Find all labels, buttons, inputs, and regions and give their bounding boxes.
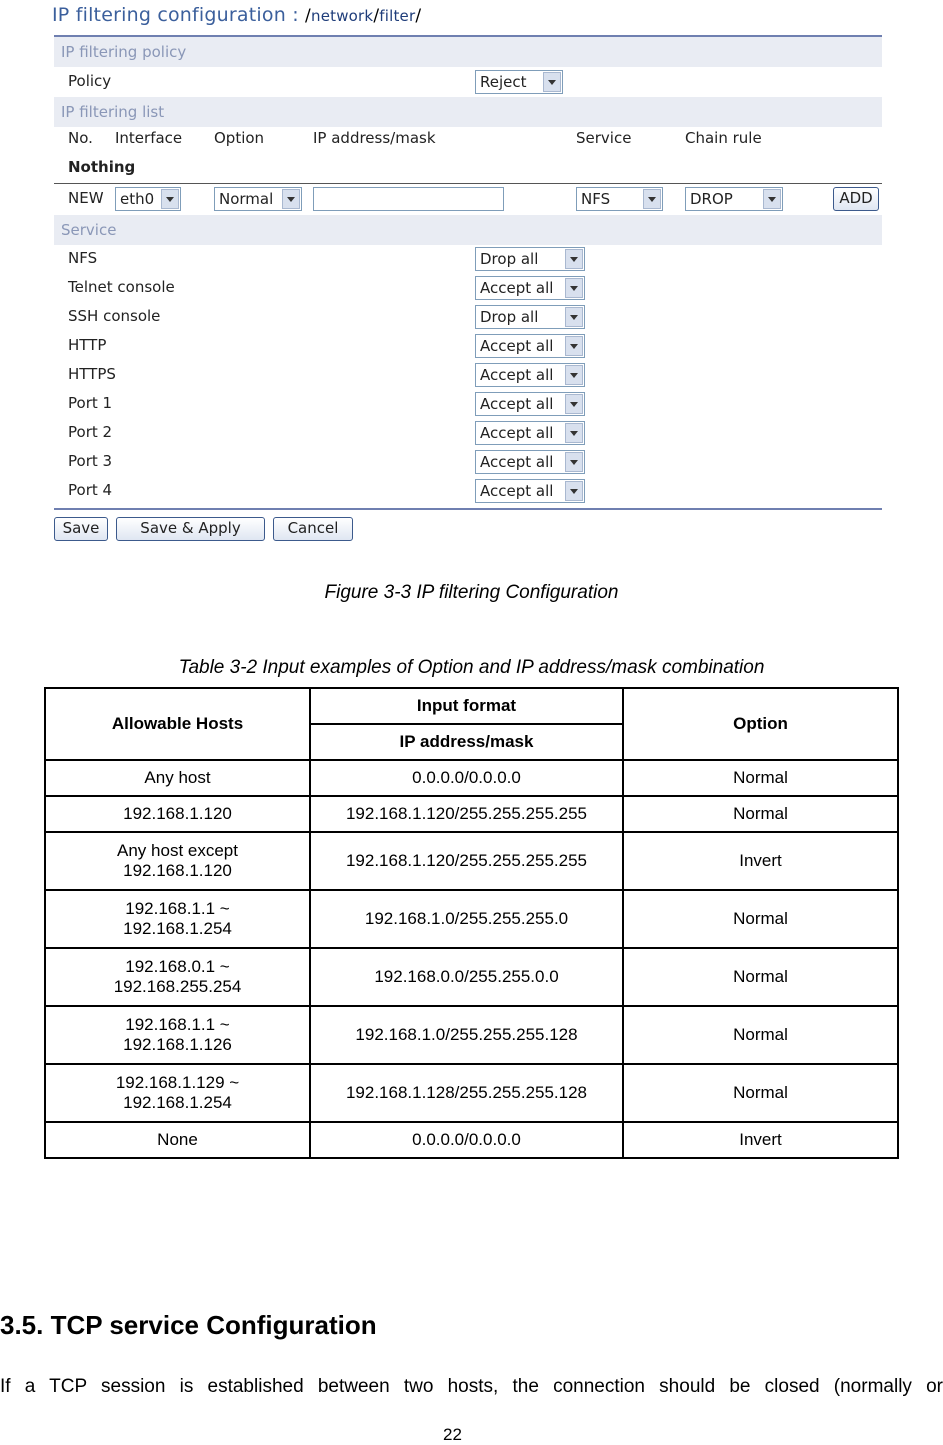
service-https-select[interactable]: Accept all: [475, 363, 585, 387]
table-row: [45, 1122, 898, 1158]
cell-ip: 192.168.1.0/255.255.255.0: [310, 890, 623, 948]
cell-ip: 192.168.1.120/255.255.255.255: [310, 796, 623, 832]
divider: [54, 183, 882, 184]
chevron-down-icon: [543, 72, 561, 92]
service-select[interactable]: NFS: [576, 187, 663, 211]
cell-hosts: 192.168.1.129 ~ 192.168.1.254: [45, 1064, 310, 1122]
chevron-down-icon: [565, 452, 583, 472]
table-row: [45, 832, 898, 890]
screenshot-panel: [48, 0, 888, 556]
service-section-header: Service: [54, 215, 882, 245]
chevron-down-icon: [763, 189, 781, 209]
service-port1-select[interactable]: Accept all: [475, 392, 585, 416]
cell-option: Normal: [623, 1064, 898, 1122]
service-name: SSH console: [68, 307, 161, 325]
cell-hosts: Any host: [45, 760, 310, 796]
header-ip-mask: IP address/mask: [310, 724, 623, 760]
chevron-down-icon: [565, 423, 583, 443]
service-name: HTTPS: [68, 365, 116, 383]
figure-caption: Figure 3-3 IP filtering Configuration: [324, 582, 619, 603]
empty-list-text: Nothing: [68, 158, 136, 176]
policy-section-header: IP filtering policy: [54, 37, 882, 67]
chevron-down-icon: [565, 307, 583, 327]
table-row: [45, 796, 898, 832]
table-row: [45, 1006, 898, 1064]
chevron-down-icon: [282, 189, 300, 209]
service-name: Port 4: [68, 481, 113, 499]
cell-option: Invert: [623, 1122, 898, 1158]
table-row: [45, 1064, 898, 1122]
cell-hosts: 192.168.1.1 ~ 192.168.1.126: [45, 1006, 310, 1064]
save-apply-button[interactable]: Save & Apply: [116, 517, 265, 541]
col-no: No.: [68, 129, 93, 147]
page-number: 22: [443, 1425, 462, 1444]
list-section-header: IP filtering list: [54, 97, 882, 127]
cell-option: Normal: [623, 890, 898, 948]
service-name: Port 2: [68, 423, 113, 441]
cell-ip: 192.168.1.128/255.255.255.128: [310, 1064, 623, 1122]
policy-select[interactable]: Reject: [475, 70, 563, 94]
chevron-down-icon: [565, 278, 583, 298]
service-ssh-select[interactable]: Drop all: [475, 305, 585, 329]
chevron-down-icon: [643, 189, 661, 209]
policy-label: Policy: [68, 72, 112, 90]
service-port2-select[interactable]: Accept all: [475, 421, 585, 445]
service-name: Port 1: [68, 394, 113, 412]
table-row: [45, 948, 898, 1006]
cell-ip: 192.168.1.0/255.255.255.128: [310, 1006, 623, 1064]
service-nfs-select[interactable]: Drop all: [475, 247, 585, 271]
option-select[interactable]: Normal: [214, 187, 302, 211]
page-title: IP filtering configuration : /network/filter/: [52, 4, 422, 26]
col-option: Option: [214, 129, 265, 147]
chevron-down-icon: [565, 249, 583, 269]
cell-ip: 192.168.0.0/255.255.0.0: [310, 948, 623, 1006]
path-network[interactable]: network: [310, 7, 374, 25]
new-row-label: NEW: [68, 189, 104, 207]
chevron-down-icon: [161, 189, 179, 209]
interface-select[interactable]: eth0: [115, 187, 181, 211]
col-ip: IP address/mask: [313, 129, 436, 147]
cell-hosts: 192.168.1.1 ~ 192.168.1.254: [45, 890, 310, 948]
service-name: Telnet console: [68, 278, 175, 296]
chain-rule-select[interactable]: DROP: [685, 187, 783, 211]
cell-option: Invert: [623, 832, 898, 890]
table-caption: Table 3-2 Input examples of Option and IP address/mask combination: [178, 657, 765, 678]
service-name: NFS: [68, 249, 98, 267]
header-option: Option: [623, 688, 898, 760]
cell-ip: 0.0.0.0/0.0.0.0: [310, 760, 623, 796]
add-button[interactable]: ADD: [833, 187, 879, 211]
service-port3-select[interactable]: Accept all: [475, 450, 585, 474]
chevron-down-icon: [565, 394, 583, 414]
cell-option: Normal: [623, 1006, 898, 1064]
header-hosts: Allowable Hosts: [45, 688, 310, 760]
path-filter[interactable]: filter: [379, 7, 416, 25]
cell-ip: 192.168.1.120/255.255.255.255: [310, 832, 623, 890]
cell-hosts: None: [45, 1122, 310, 1158]
cell-option: Normal: [623, 796, 898, 832]
service-name: HTTP: [68, 336, 107, 354]
section-heading: 3.5. TCP service Configuration: [0, 1310, 377, 1340]
service-http-select[interactable]: Accept all: [475, 334, 585, 358]
chevron-down-icon: [565, 365, 583, 385]
table-row: [45, 760, 898, 796]
service-port4-select[interactable]: Accept all: [475, 479, 585, 503]
col-chain: Chain rule: [685, 129, 762, 147]
divider: [54, 508, 882, 510]
cell-hosts: 192.168.1.120: [45, 796, 310, 832]
cell-option: Normal: [623, 948, 898, 1006]
cell-hosts: Any host except 192.168.1.120: [45, 832, 310, 890]
chevron-down-icon: [565, 481, 583, 501]
example-table: [44, 687, 899, 1159]
save-button[interactable]: Save: [54, 517, 108, 541]
cell-ip: 0.0.0.0/0.0.0.0: [310, 1122, 623, 1158]
title-text: IP filtering configuration :: [52, 4, 299, 26]
cancel-button[interactable]: Cancel: [273, 517, 353, 541]
cell-option: Normal: [623, 760, 898, 796]
cell-hosts: 192.168.0.1 ~ 192.168.255.254: [45, 948, 310, 1006]
col-service: Service: [576, 129, 632, 147]
col-interface: Interface: [115, 129, 183, 147]
chevron-down-icon: [565, 336, 583, 356]
body-paragraph: If a TCP session is established between two hosts, the connection should be closed (normally or: [0, 1376, 943, 1397]
table-row: [45, 890, 898, 948]
header-input-format: Input format: [310, 688, 623, 724]
ip-mask-input[interactable]: [313, 187, 504, 211]
service-name: Port 3: [68, 452, 113, 470]
service-telnet-select[interactable]: Accept all: [475, 276, 585, 300]
